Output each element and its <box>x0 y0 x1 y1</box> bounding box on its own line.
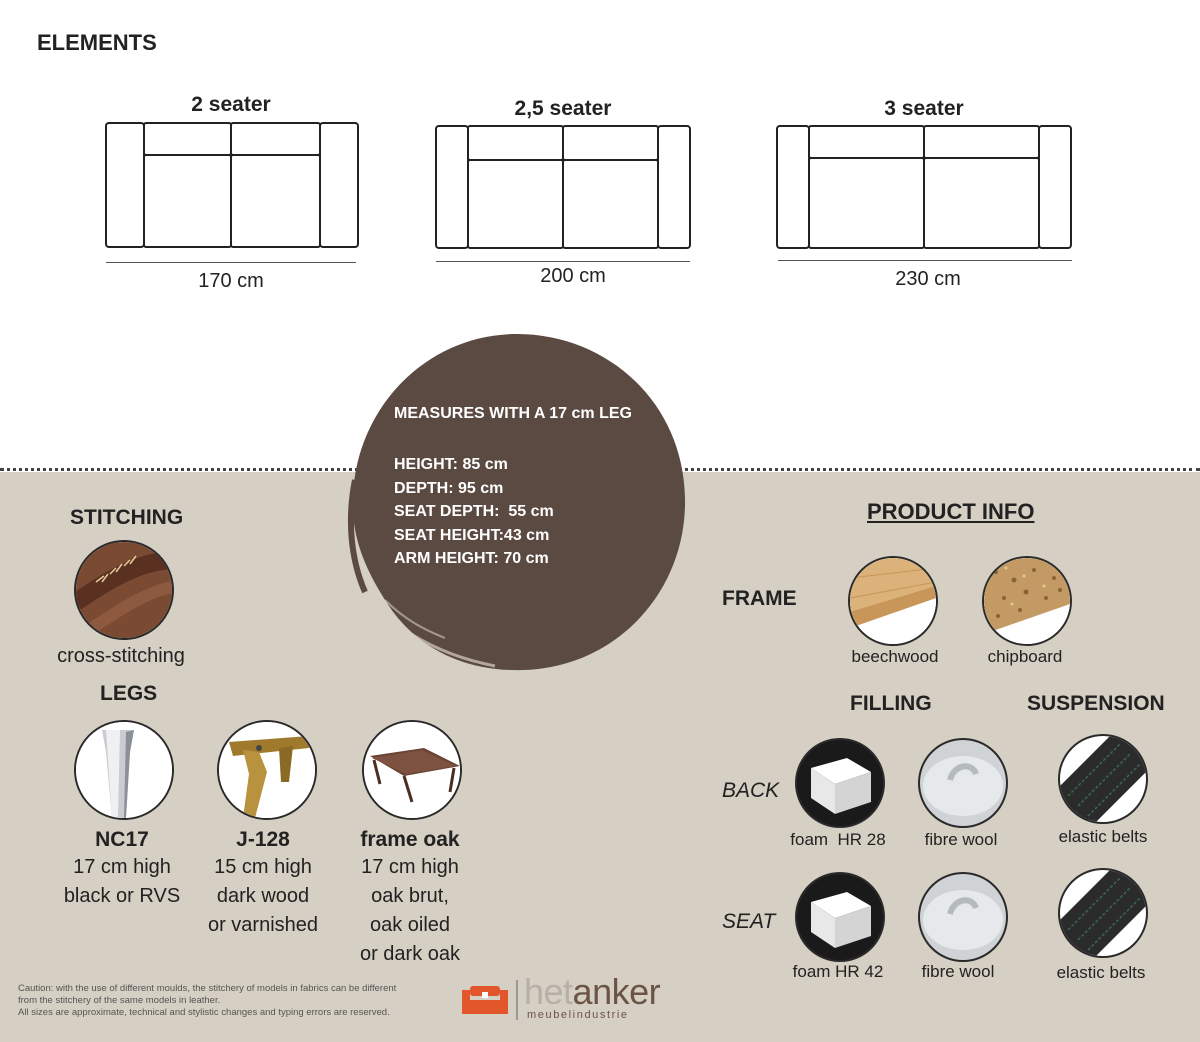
product-info-title: PRODUCT INFO <box>867 499 1035 524</box>
fibre-wool-seat-image <box>918 872 1008 962</box>
chipboard-label: chipboard <box>987 647 1063 666</box>
logo-anker: anker <box>572 971 661 1012</box>
sofa-2-5-seater-diagram <box>434 124 692 252</box>
back-label: BACK <box>722 779 780 802</box>
measure-depth: DEPTH: 95 cm <box>394 479 504 497</box>
stitching-title: STITCHING <box>70 506 184 529</box>
leg-nc17-name: NC17 <box>95 828 149 851</box>
leg-j128-text <box>190 828 336 940</box>
logo-divider <box>516 980 518 1020</box>
leg-nc17-image <box>74 720 174 820</box>
leg-j128-desc-2: dark wood <box>216 885 310 907</box>
beechwood-label: beechwood <box>851 647 939 666</box>
sofa-2-seater-dimension-line <box>106 262 356 263</box>
caution-line-1: Caution: with the use of different moulds, the stitchery of models in fabrics can be different <box>18 983 397 994</box>
cross-stitching-label: cross-stitching <box>57 645 185 667</box>
logo-wordmark <box>524 973 660 1011</box>
leg-frame-oak-image <box>362 720 462 820</box>
leg-frame-oak-text <box>340 828 480 969</box>
legs-title: LEGS <box>100 682 158 705</box>
sofa-2-5-seater-width: 200 cm <box>540 265 606 287</box>
leg-nc17-text <box>44 828 200 911</box>
elements-title: ELEMENTS <box>37 30 157 55</box>
caution-text <box>18 983 396 1019</box>
filling-title: FILLING <box>850 692 932 715</box>
logo-het: het <box>524 971 573 1012</box>
measures-title: MEASURES WITH A 17 cm LEG <box>394 405 632 422</box>
sofa-2-seater-label: 2 seater <box>191 93 271 116</box>
chipboard-image <box>982 556 1072 646</box>
sofa-2-seater-diagram <box>104 121 360 251</box>
elastic-belts-back-label: elastic belts <box>1058 827 1148 846</box>
leg-nc17-desc-1: 17 cm high <box>73 856 171 878</box>
leg-j128-desc-1: 15 cm high <box>214 856 312 878</box>
caution-line-2: from the stitchery of the same models in leather. <box>18 995 221 1006</box>
measure-height: HEIGHT: 85 cm <box>394 456 508 473</box>
sofa-3-seater-width: 230 cm <box>895 268 961 290</box>
foam-hr42-label: foam HR 42 <box>792 962 884 981</box>
leg-frame-oak-name: frame oak <box>360 828 460 851</box>
leg-nc17-desc-2: black or RVS <box>63 885 181 907</box>
sofa-3-seater-diagram <box>775 124 1073 252</box>
leg-frame-oak-desc-4: or dark oak <box>359 943 461 965</box>
sofa-3-seater-label: 3 seater <box>884 97 964 120</box>
suspension-title: SUSPENSION <box>1027 692 1165 715</box>
leg-frame-oak-desc-1: 17 cm high <box>361 856 459 878</box>
sofa-3-seater-dimension-line <box>778 260 1072 261</box>
leg-frame-oak-desc-2: oak brut, <box>371 885 449 907</box>
measures-list <box>394 453 554 571</box>
seat-label: SEAT <box>722 910 776 933</box>
beechwood-image <box>848 556 938 646</box>
leg-j128-desc-3: or varnished <box>207 914 319 936</box>
measure-seat-height: SEAT HEIGHT:43 cm <box>394 526 550 544</box>
sofa-2-seater-width: 170 cm <box>198 270 264 292</box>
elastic-belts-seat-image <box>1058 868 1148 958</box>
elastic-belts-seat-label: elastic belts <box>1056 963 1146 982</box>
leg-frame-oak-desc-3: oak oiled <box>369 914 451 936</box>
cross-stitching-image <box>74 540 174 640</box>
frame-title: FRAME <box>722 587 797 610</box>
fibre-wool-seat-label: fibre wool <box>921 962 995 981</box>
foam-hr28-image <box>795 738 885 828</box>
caution-line-3: All sizes are approximate, technical and stylistic changes and typing errors are reserved. <box>18 1007 390 1018</box>
logo-subtitle: meubelindustrie <box>527 1009 629 1021</box>
measure-seat-depth: SEAT DEPTH: 55 cm <box>394 503 554 520</box>
leg-j128-image <box>217 720 317 820</box>
logo-sofa-icon <box>460 982 510 1016</box>
sofa-2-5-seater-label: 2,5 seater <box>514 97 612 120</box>
fibre-wool-back-image <box>918 738 1008 828</box>
elastic-belts-back-image <box>1058 734 1148 824</box>
foam-hr28-label: foam HR 28 <box>790 830 886 849</box>
measure-arm-height: ARM HEIGHT: 70 cm <box>394 550 549 567</box>
fibre-wool-back-label: fibre wool <box>924 830 998 849</box>
foam-hr42-image <box>795 872 885 962</box>
leg-j128-name: J-128 <box>236 828 290 851</box>
sofa-2-5-seater-dimension-line <box>436 261 690 262</box>
